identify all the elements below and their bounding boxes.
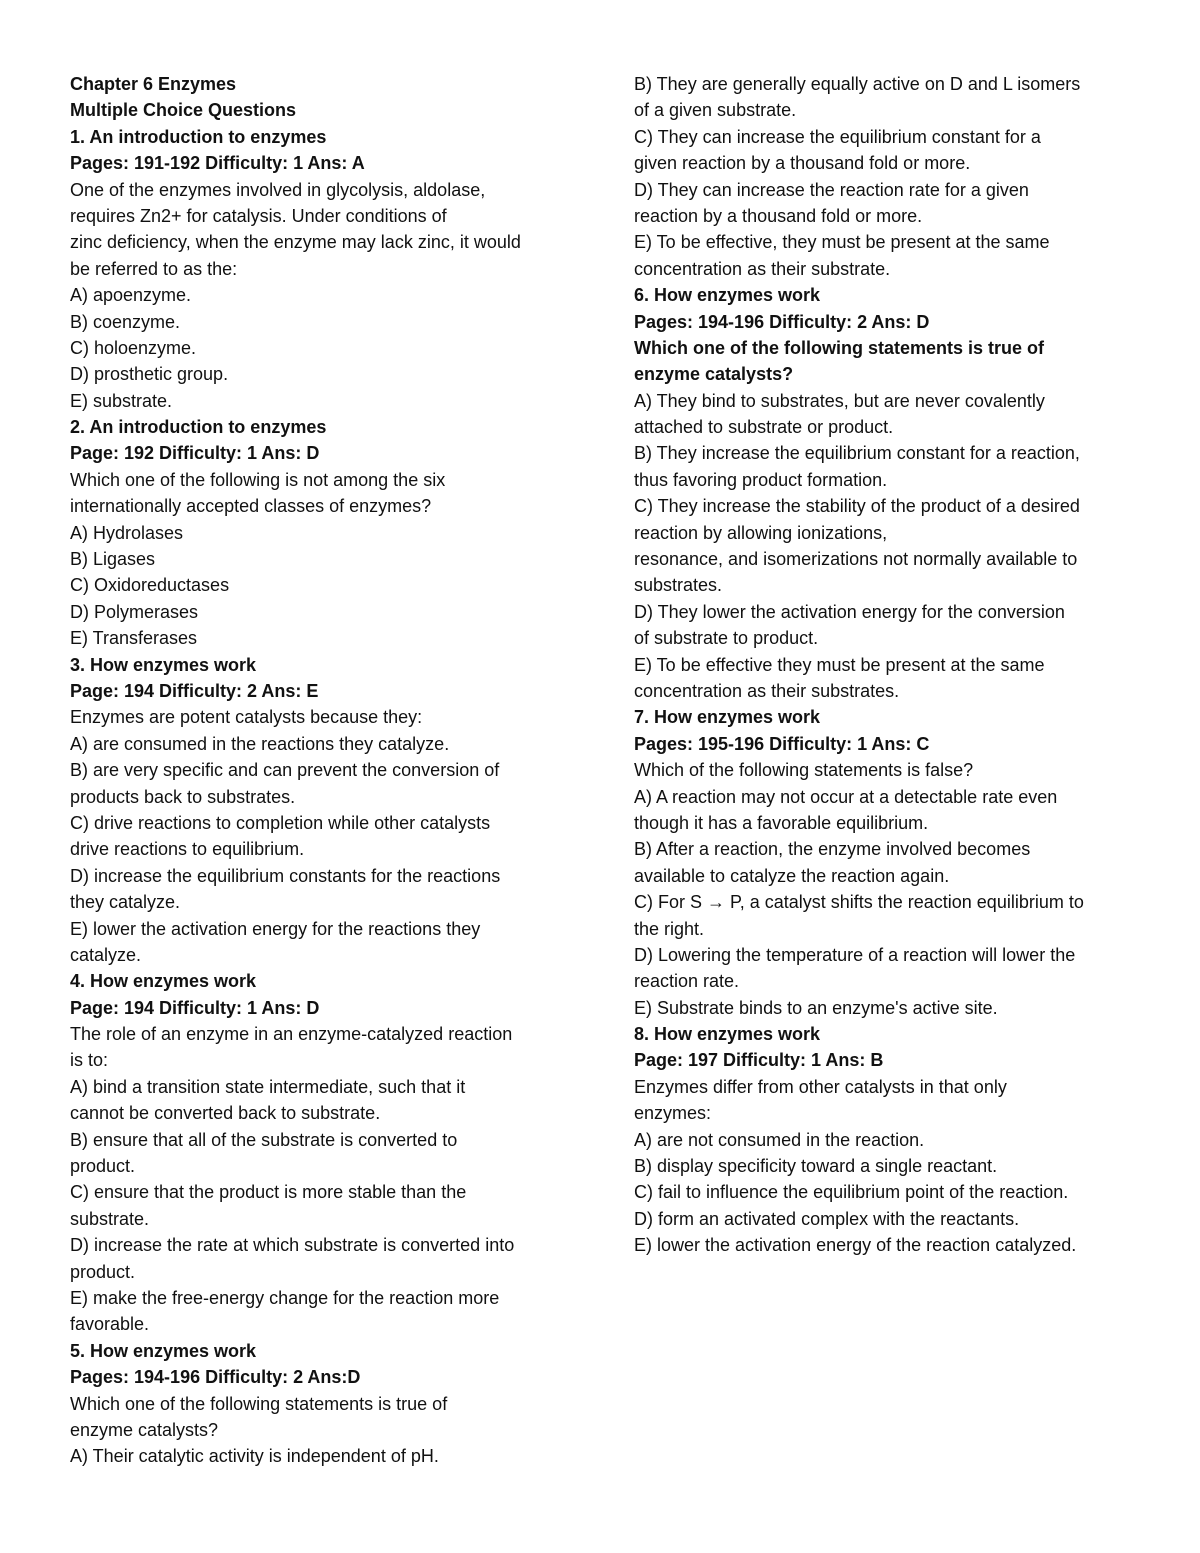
answer-option: C) They can increase the equilibrium constant for a	[634, 126, 1041, 147]
question-heading: 4. How enzymes work	[70, 971, 257, 992]
answer-option: D) increase the rate at which substrate is converted into	[70, 1235, 515, 1256]
text-line: resonance, and isomerizations not normally available to	[634, 549, 1078, 570]
text-line: Which of the following statements is false?	[634, 760, 974, 781]
question-heading: 8. How enzymes work	[634, 1024, 821, 1045]
text-line: reaction by allowing ionizations,	[634, 522, 888, 543]
text-line: The role of an enzyme in an enzyme-catalyzed reaction	[70, 1024, 513, 1045]
text-line: thus favoring product formation.	[634, 469, 888, 490]
question-meta: Page: 194 Difficulty: 2 Ans: E	[70, 680, 319, 701]
question-heading: 2. An introduction to enzymes	[70, 417, 327, 438]
answer-option: E) Substrate binds to an enzyme's active site.	[634, 997, 998, 1018]
answer-option: E) lower the activation energy for the reactions they	[70, 918, 481, 939]
answer-option: A) are consumed in the reactions they catalyze.	[70, 733, 450, 754]
question-meta: Pages: 195-196 Difficulty: 1 Ans: C	[634, 733, 930, 754]
answer-option: A) Their catalytic activity is independent of pH.	[70, 1446, 439, 1467]
answer-option: B) They are generally equally active on D and L isomers	[634, 74, 1081, 94]
answer-option: D) increase the equilibrium constants for the reactions	[70, 865, 501, 886]
answer-option: A) A reaction may not occur at a detectable rate even	[634, 786, 1058, 807]
text-line: drive reactions to equilibrium.	[70, 839, 305, 860]
answer-option: B) coenzyme.	[70, 311, 181, 332]
answer-option: B) ensure that all of the substrate is converted to	[70, 1129, 458, 1150]
answer-option: D) Lowering the temperature of a reaction will lower the	[634, 944, 1076, 965]
text-line: product.	[70, 1261, 136, 1282]
answer-option: C) drive reactions to completion while other catalysts	[70, 812, 491, 833]
text-line: available to catalyze the reaction again.	[634, 865, 950, 886]
text-line: they catalyze.	[70, 892, 181, 913]
text-line: product.	[70, 1156, 136, 1177]
text-line: enzymes:	[634, 1103, 712, 1124]
text-line: substrates.	[634, 575, 723, 596]
answer-option: B) They increase the equilibrium constant for a reaction,	[634, 443, 1080, 464]
text-line: the right.	[634, 918, 705, 939]
answer-option: B) are very specific and can prevent the conversion of	[70, 760, 500, 781]
answer-option: A) bind a transition state intermediate, such that it	[70, 1076, 466, 1097]
answer-option: D) They lower the activation energy for the conversion	[634, 601, 1065, 622]
text-line: requires Zn2+ for catalysis. Under conditions of	[70, 205, 447, 226]
text-line: One of the enzymes involved in glycolysis, aldolase,	[70, 179, 486, 200]
text-line: Which one of the following is not among the six	[70, 469, 446, 490]
answer-option: C) holoenzyme.	[70, 337, 197, 358]
answer-option: C) Oxidoreductases	[70, 575, 230, 596]
text-line: internationally accepted classes of enzymes?	[70, 496, 432, 517]
question-meta: Page: 194 Difficulty: 1 Ans: D	[70, 997, 320, 1018]
answer-option: D) They can increase the reaction rate for a given	[634, 179, 1029, 200]
question-heading: 5. How enzymes work	[70, 1340, 257, 1361]
chapter-title: Chapter 6 Enzymes	[70, 74, 237, 94]
answer-option: A) They bind to substrates, but are never covalently	[634, 390, 1045, 411]
text-line: Enzymes are potent catalysts because they:	[70, 707, 423, 728]
text-line: of substrate to product.	[634, 628, 819, 649]
question-stem-bold: enzyme catalysts?	[634, 364, 794, 385]
text-line: of a given substrate.	[634, 100, 797, 121]
question-meta: Pages: 194-196 Difficulty: 2 Ans:D	[70, 1367, 361, 1388]
question-heading: 7. How enzymes work	[634, 707, 821, 728]
text-line: enzyme catalysts?	[70, 1419, 219, 1440]
answer-option: E) make the free-energy change for the reaction more	[70, 1287, 500, 1308]
answer-option: A) are not consumed in the reaction.	[634, 1129, 925, 1150]
text-line: zinc deficiency, when the enzyme may lack zinc, it would	[70, 232, 521, 253]
text-line: products back to substrates.	[70, 786, 296, 807]
answer-option: D) Polymerases	[70, 601, 199, 622]
text-line: concentration as their substrates.	[634, 680, 900, 701]
text-line: Enzymes differ from other catalysts in that only	[634, 1076, 1007, 1097]
answer-option: B) After a reaction, the enzyme involved becomes	[634, 839, 1031, 860]
text-line: given reaction by a thousand fold or more.	[634, 153, 971, 174]
answer-option: E) To be effective they must be present at the same	[634, 654, 1045, 675]
text-line: concentration as their substrate.	[634, 258, 891, 279]
text-line: is to:	[70, 1050, 109, 1071]
answer-option: A) apoenzyme.	[70, 285, 192, 306]
question-heading: 6. How enzymes work	[634, 285, 821, 306]
answer-option: B) display specificity toward a single reactant.	[634, 1156, 998, 1177]
answer-option: E) lower the activation energy of the reaction catalyzed.	[634, 1235, 1077, 1256]
question-meta: Page: 192 Difficulty: 1 Ans: D	[70, 443, 320, 464]
text-line: substrate.	[70, 1208, 150, 1229]
text-line: attached to substrate or product.	[634, 417, 894, 438]
question-meta: Pages: 191-192 Difficulty: 1 Ans: A	[70, 153, 365, 174]
text-line: reaction by a thousand fold or more.	[634, 205, 923, 226]
answer-option: C) ensure that the product is more stable than the	[70, 1182, 467, 1203]
question-heading: 3. How enzymes work	[70, 654, 257, 675]
right-column	[634, 71, 1144, 1259]
text-line: be referred to as the:	[70, 258, 238, 279]
left-column	[70, 71, 575, 1470]
section-title: Multiple Choice Questions	[70, 100, 297, 121]
question-heading: 1. An introduction to enzymes	[70, 126, 327, 147]
text-line: favorable.	[70, 1314, 150, 1335]
answer-option: E) To be effective, they must be present at the same	[634, 232, 1050, 253]
text-line: catalyze.	[70, 944, 142, 965]
text-line: reaction rate.	[634, 971, 740, 992]
answer-option: B) Ligases	[70, 549, 156, 570]
answer-option: D) form an activated complex with the reactants.	[634, 1208, 1020, 1229]
answer-option: C) They increase the stability of the product of a desired	[634, 496, 1080, 517]
text-line: cannot be converted back to substrate.	[70, 1103, 381, 1124]
question-meta: Page: 197 Difficulty: 1 Ans: B	[634, 1050, 884, 1071]
text-line: Which one of the following statements is true of	[70, 1393, 448, 1414]
answer-option: C) For S → P, a catalyst shifts the reaction equilibrium to	[634, 892, 1084, 913]
answer-option: A) Hydrolases	[70, 522, 184, 543]
question-meta: Pages: 194-196 Difficulty: 2 Ans: D	[634, 311, 930, 332]
text-line: though it has a favorable equilibrium.	[634, 812, 929, 833]
question-stem-bold: Which one of the following statements is true of	[634, 337, 1045, 358]
answer-option: D) prosthetic group.	[70, 364, 229, 385]
answer-option: C) fail to influence the equilibrium point of the reaction.	[634, 1182, 1069, 1203]
answer-option: E) Transferases	[70, 628, 198, 649]
answer-option: E) substrate.	[70, 390, 173, 411]
